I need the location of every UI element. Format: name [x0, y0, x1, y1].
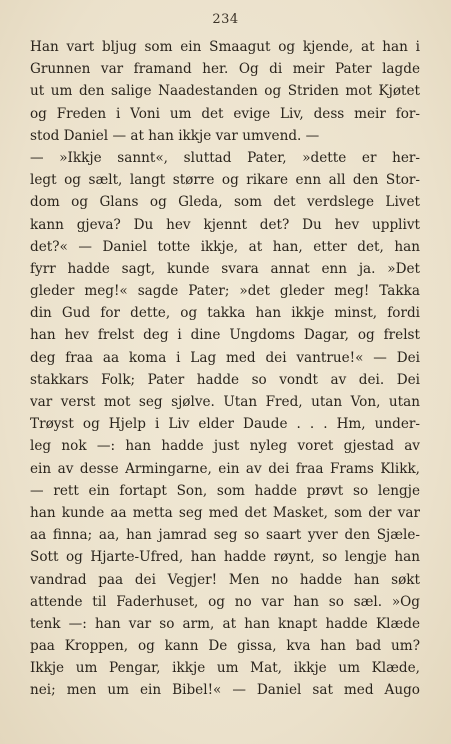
text-line: gleder meg!« sagde Pater; »det gleder meg! Takka	[30, 283, 420, 300]
text-line: Sott og Hjarte-Ufred, han hadde røynt, so lengje han	[30, 549, 420, 566]
text-line: vandrad paa dei Vegjer! Men no hadde han søkt	[30, 571, 420, 588]
text-line: attende til Faderhuset, og no var han so sæl. »Og	[30, 593, 420, 610]
text-line: Trøyst og Hjelp i Liv elder Daude . . . Hm, under-	[30, 416, 420, 433]
text-line: stakkars Folk; Pater hadde so vondt av dei. Dei	[30, 371, 420, 388]
text-line: din Gud for dette, og takka han ikkje minst, fordi	[30, 305, 420, 322]
text-line: leg nok —: han hadde just nyleg voret gjestad av	[30, 438, 420, 455]
text-line: — rett ein fortapt Son, som hadde prøvt so lengje	[30, 482, 420, 499]
text-line: og Freden i Voni um det evige Liv, dess meir for-	[30, 105, 420, 122]
body-text	[30, 36, 420, 702]
text-line: aa finna; aa, han jamrad seg so saart yver den Sjæle-	[30, 527, 420, 544]
text-line: ut um den salige Naadestanden og Striden mot Kjøtet	[30, 83, 420, 100]
text-line: han kunde aa metta seg med det Masket, som der var	[30, 504, 420, 521]
text-line: deg fraa aa koma i Lag med dei vantrue!« — Dei	[30, 349, 420, 366]
text-line: Ikkje um Pengar, ikkje um Mat, ikkje um Klæde,	[30, 660, 420, 677]
text-line: Han vart bljug som ein Smaagut og kjende, at han i	[30, 39, 420, 55]
text-line: legt og sælt, langt større og rikare enn all den Stor-	[30, 172, 420, 189]
text-line: tenk —: han var so arm, at han knapt hadde Klæde	[30, 615, 420, 632]
text-line: dom og Glans og Gleda, som det verdslege Livet	[30, 194, 420, 211]
text-line: — »Ikkje sannt«, sluttad Pater, »dette er her-	[30, 149, 420, 166]
text-line: kann gjeva? Du hev kjennt det? Du hev upplivt	[30, 216, 420, 233]
text-line: fyrr hadde sagt, kunde svara annat enn ja. »Det	[30, 260, 420, 277]
text-line: nei; men um ein Bibel!« — Daniel sat med Augo	[30, 682, 420, 699]
text-line: var verst mot seg sjølve. Utan Fred, utan Von, utan	[30, 394, 420, 410]
text-line: han hev frelst deg i dine Ungdoms Dagar, og frelst	[30, 327, 420, 344]
text-line: det?« — Daniel totte ikkje, at han, etter det, han	[30, 238, 420, 255]
text-line: paa Kroppen, og kann De gissa, kva han bad um?	[30, 638, 420, 655]
text-line: Grunnen var framand her. Og di meir Pater lagde	[30, 61, 420, 78]
text-line: ein av desse Armingarne, ein av dei fraa Frams Klikk,	[30, 460, 420, 477]
text-line: stod Daniel — at han ikkje var umvend. —	[30, 127, 320, 144]
page-number: 234	[212, 12, 239, 27]
